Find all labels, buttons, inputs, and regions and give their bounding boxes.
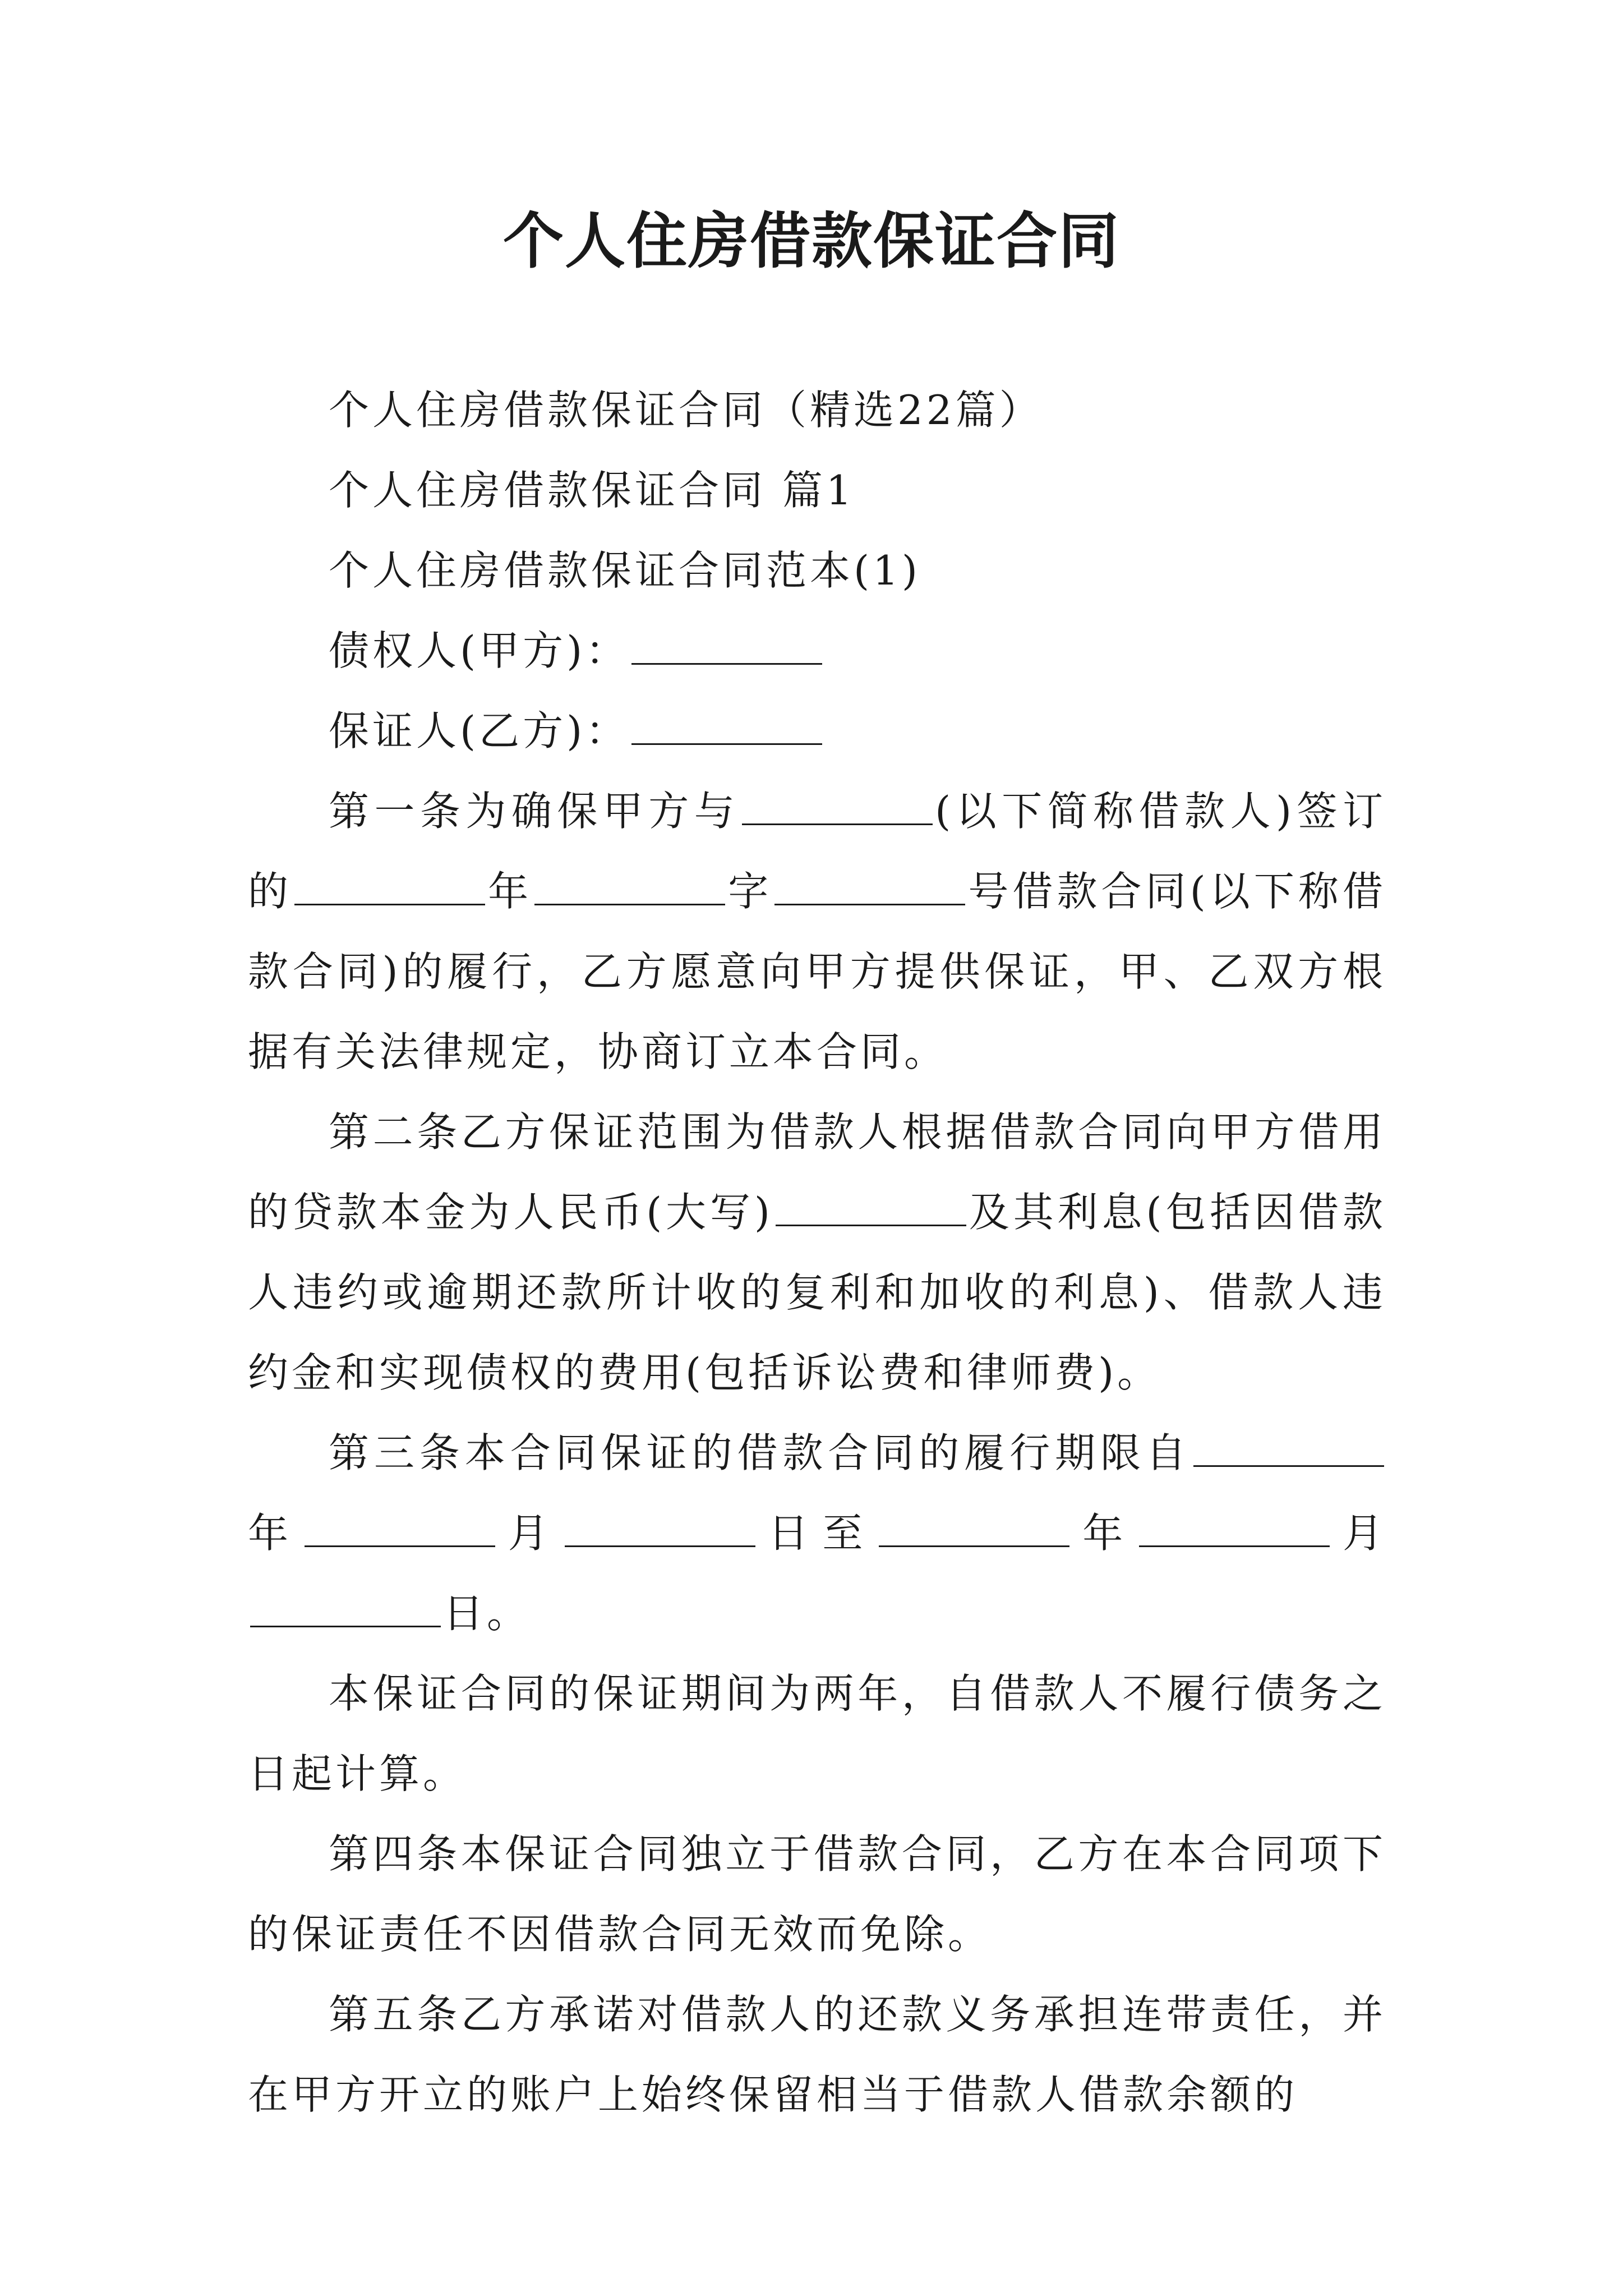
article-4: 第四条本保证合同独立于借款合同，乙方在本合同项下的保证责任不因借款合同无效而免除。 (248, 1830, 1386, 1958)
creditor-blank (631, 627, 822, 665)
start-day-blank (565, 1509, 755, 1547)
article-2 (248, 1092, 1386, 1413)
contract-year-blank (294, 867, 485, 905)
guarantor-line (248, 691, 1386, 771)
document-body (248, 370, 1386, 2135)
article-2-text: 及其利息(包括因借款人违约或逾期还款所计收的复利和加收的利息)、借款人违约金和实现债权的费用(包括诉讼费和律师费)。 (248, 1189, 1386, 1396)
article-3-text: 月 (497, 1510, 562, 1557)
article-1-text: 字 (727, 868, 773, 915)
article-5: 第五条乙方承诺对借款人的还款义务承担连带责任，并在甲方开立的账户上始终保留相当于借款人借款余额的 (248, 1991, 1386, 2118)
article-1-text: (以下简称借款人)签订的 (248, 788, 1386, 915)
creditor-line (248, 611, 1386, 691)
article-1-text: 年 (487, 868, 533, 915)
article-3 (248, 1413, 1386, 1654)
article-3-text: 第三条本合同保证的借款合同的履行期限自 (329, 1429, 1191, 1476)
article-3-text: 月 (1332, 1510, 1386, 1557)
guarantor-blank (631, 707, 822, 745)
start-year-blank (1193, 1429, 1384, 1467)
contract-number-blank (774, 867, 965, 905)
amount-blank (776, 1188, 966, 1226)
article-3-text: 日至 (757, 1510, 877, 1557)
article-2-text: 第二条乙方保证范围为借款人根据借款合同向甲方借用的贷款本金为人民币(大写) (248, 1108, 1386, 1236)
end-day-blank (250, 1589, 441, 1627)
borrower-blank (742, 787, 933, 825)
start-month-blank (305, 1509, 495, 1547)
contract-char-blank (534, 867, 725, 905)
end-year-blank (879, 1509, 1069, 1547)
article-3-text: 日。 (443, 1590, 531, 1637)
document-title: 个人住房借款保证合同 (502, 206, 1120, 277)
template-heading: 个人住房借款保证合同范本(1) (329, 547, 921, 594)
creditor-label: 债权人(甲方)： (329, 627, 630, 674)
section-heading: 个人住房借款保证合同 篇1 (329, 467, 855, 514)
article-3-text: 年 (1072, 1510, 1137, 1557)
article-1-text: 第一条为确保甲方与 (329, 788, 740, 835)
article-3-text: 年 (248, 1510, 302, 1557)
guarantee-period: 本保证合同的保证期间为两年，自借款人不履行债务之日起计算。 (248, 1670, 1386, 1797)
article-1-text: 号借款合同(以下称借款合同)的履行，乙方愿意向甲方提供保证，甲、乙双方根据有关法律规定，协商订立本合同。 (248, 868, 1386, 1075)
contract-subtitle: 个人住房借款保证合同（精选22篇） (329, 386, 1043, 434)
article-1 (248, 771, 1386, 1092)
guarantor-label: 保证人(乙方)： (329, 707, 630, 754)
end-month-blank (1139, 1509, 1330, 1547)
